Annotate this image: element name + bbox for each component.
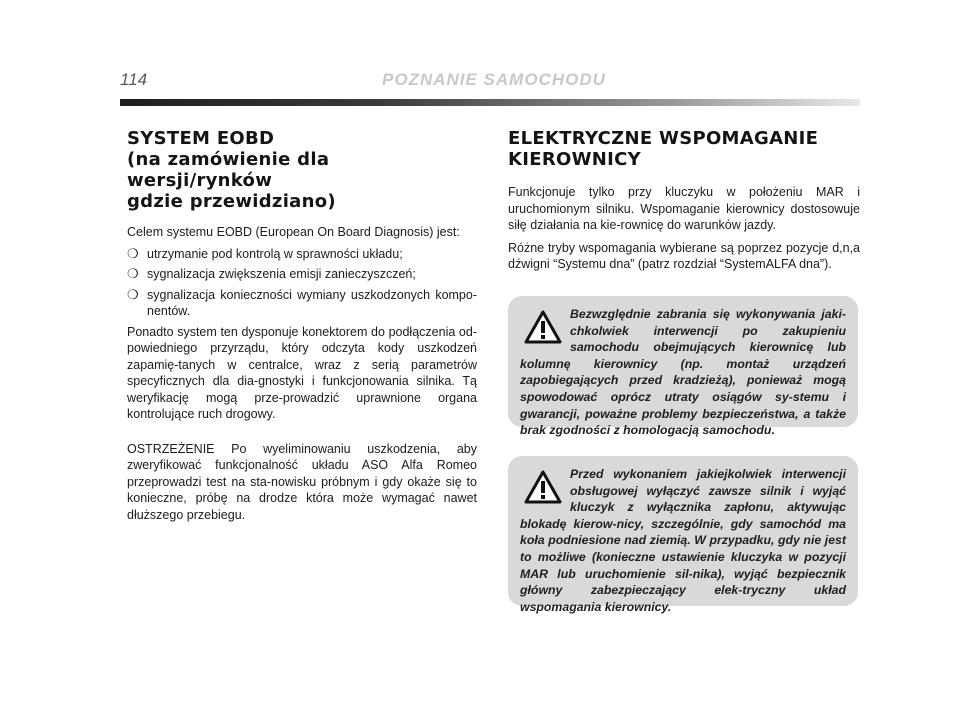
intro-paragraph: Celem systemu EOBD (European On Board Diagnosis) jest: <box>127 225 460 239</box>
section-heading-power-steering <box>508 128 860 170</box>
list-item: ❍ sygnalizacja zwiększenia emisji zanieczyszczeń; <box>127 266 416 281</box>
bullet-list <box>127 246 477 320</box>
running-title: POZNANIE SAMOCHODU <box>382 70 606 89</box>
list-item: ❍ utrzymanie pod kontrolą w sprawności układu; <box>127 245 403 261</box>
page-number: 114 <box>120 70 148 89</box>
body-paragraph: Różne tryby wspomagania wybierane są poprzez pozycje d,n,a dźwigni “Systemu dna” (patrz rozdział “SystemALFA dna”). <box>508 240 860 271</box>
list-item: ❍ sygnalizacja konieczności wymiany uszkodzonych kompo-nentów. <box>127 286 477 318</box>
warning-paragraph: OSTRZEŻENIE Po wyeliminowaniu uszkodzenia, aby zweryfikować funkcjonalność układu ASO Alfa Romeo przeprowadzi test na sta-nowisku próbnym i gdy okaże się to konieczne, próbę na drodze która może wymagać nawet dłuższego przebiegu. <box>127 441 477 522</box>
warning-note-text: Bezwzględnie zabrania się wykonywania jaki-chkolwiek interwencji po zakupieniu samochodu obejmujących kierownicę lub kolumnę kierownicy (np. montaż urządzeń zapobiegających przed kradzieżą), ponieważ mogą spowodować oprócz utraty osiągów sy-stemu i gwarancji, poważne problemy bezpieczeństwa, a także brak zgodności z homologacją samochodu. <box>520 307 846 438</box>
bullet-marker: ❍ <box>127 266 139 281</box>
warning-note-box <box>508 296 858 438</box>
body-paragraph: Ponadto system ten dysponuje konektorem do podłączenia od-powiedniego przyrządu, który odczyta kody uszkodzeń zapamię-tanych w centralce, wraz z serią parametrów specyficznych dla dia-gnostyki i funkcjonowania silnika. Tą weryfikację mogą prze-prowadzić uprawnione organa kontrolujące ruch drogowy. <box>127 324 477 421</box>
heading-line: gdzie przewidziano) <box>127 191 336 212</box>
warning-triangle-icon <box>524 310 562 344</box>
body-paragraph: Funkcjonuje tylko przy kluczyku w położeniu MAR i uruchomionym silniku. Wspomaganie kierownicy dostosowuje siłę działania na kie-rownicę do warunków jazdy. <box>508 185 860 232</box>
warning-triangle-icon <box>524 470 562 504</box>
warning-note-text: Przed wykonaniem jakiejkolwiek interwencji obsługowej wyłączyć zawsze silnik i wyjąć kluczyk z wyłącznika zapłonu, aktywując blokadę kierow-nicy, szczególnie, gdy samochód ma koła podniesione nad ziemią. W przypadku, gdy nie jest to możliwe (konieczne ustawienie kluczyka w pozycji MAR lub uruchomienie sil-nika), wyjąć bezpiecznik główny zabezpieczający elek-tryczny układ wspomagania kierownicy. <box>520 467 846 614</box>
bullet-marker: ❍ <box>127 286 139 302</box>
heading-line: (na zamówienie dla wersji/rynków <box>127 149 330 191</box>
page-header <box>120 70 860 94</box>
bullet-marker: ❍ <box>127 245 139 261</box>
heading-line: ELEKTRYCZNE WSPOMAGANIE <box>508 128 819 149</box>
left-column <box>127 128 477 523</box>
warning-note-box <box>508 456 858 614</box>
heading-line: KIEROWNICY <box>508 149 641 170</box>
right-column <box>508 128 860 279</box>
section-heading-eobd <box>127 128 477 212</box>
header-rule <box>120 99 860 106</box>
heading-line: SYSTEM EOBD <box>127 128 275 149</box>
